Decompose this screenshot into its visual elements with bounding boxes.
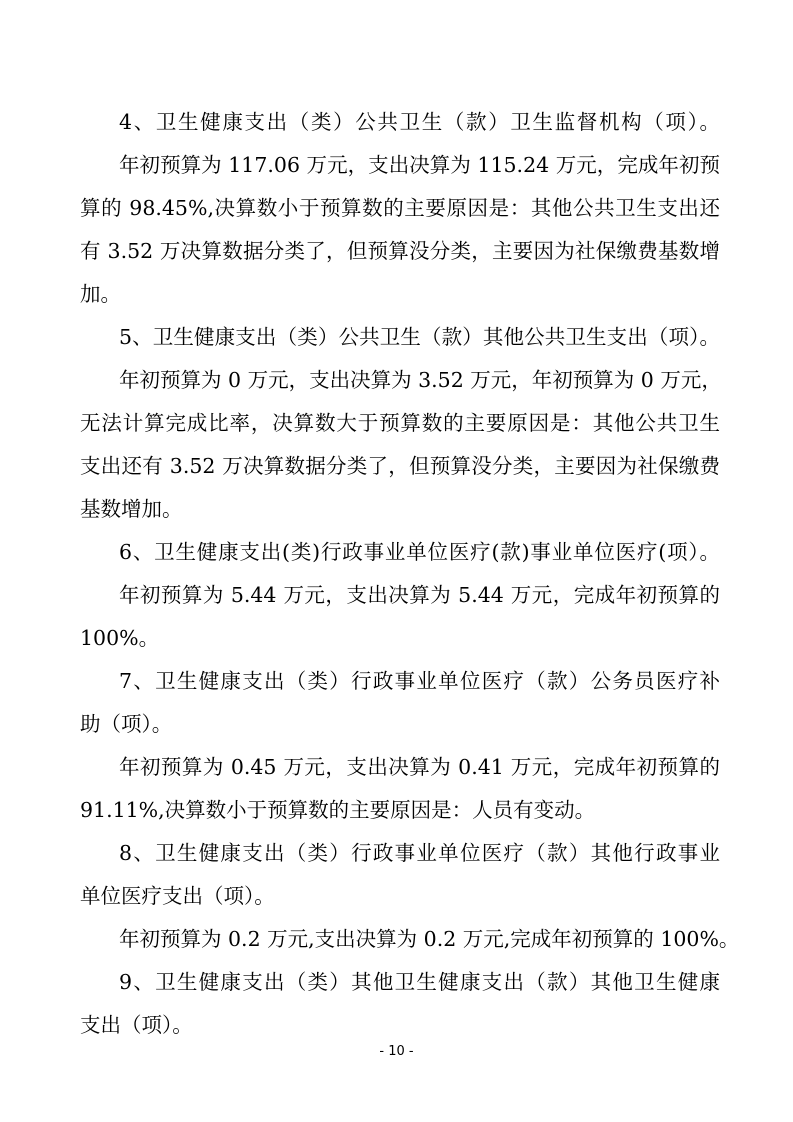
paragraph-line: 年初预算为 0.45 万元，支出决算为 0.41 万元，完成年初预算的 (119, 755, 720, 779)
page-number: - 10 - (379, 1044, 414, 1059)
paragraph-line: 支出还有 3.52 万决算数据分类了，但预算没分类，主要因为社保缴费 (80, 454, 720, 478)
heading-item-7: 7、卫生健康支出（类）行政事业单位医疗（款）公务员医疗补 (119, 669, 720, 693)
paragraph-line: 91.11%,决算数小于预算数的主要原因是：人员有变动。 (80, 798, 596, 822)
heading-item-4: 4、卫生健康支出（类）公共卫生（款）卫生监督机构（项）。 (119, 110, 720, 134)
heading-item-5: 5、卫生健康支出（类）公共卫生（款）其他公共卫生支出（项）。 (119, 325, 720, 349)
heading-item-8-continued: 单位医疗支出（项）。 (80, 884, 275, 908)
heading-item-8: 8、卫生健康支出（类）行政事业单位医疗（款）其他行政事业 (119, 841, 720, 865)
paragraph-line: 年初预算为 5.44 万元，支出决算为 5.44 万元，完成年初预算的 (119, 583, 720, 607)
heading-item-9: 9、卫生健康支出（类）其他卫生健康支出（款）其他卫生健康 (119, 970, 720, 994)
paragraph-line: 年初预算为 0.2 万元,支出决算为 0.2 万元,完成年初预算的 100%。 (119, 927, 740, 951)
heading-item-6: 6、卫生健康支出(类)行政事业单位医疗(款)事业单位医疗(项）。 (119, 540, 720, 564)
paragraph-line: 无法计算完成比率，决算数大于预算数的主要原因是：其他公共卫生 (80, 411, 720, 435)
heading-item-7-continued: 助（项）。 (80, 712, 173, 736)
heading-item-9-continued: 支出（项）。 (80, 1013, 193, 1037)
paragraph-line: 有 3.52 万决算数据分类了，但预算没分类，主要因为社保缴费基数增 (80, 239, 720, 263)
paragraph-line: 100%。 (80, 626, 160, 650)
paragraph-line: 年初预算为 0 万元，支出决算为 3.52 万元，年初预算为 0 万元， (119, 368, 722, 392)
paragraph-line: 基数增加。 (80, 497, 183, 521)
paragraph-line: 算的 98.45%,决算数小于预算数的主要原因是：其他公共卫生支出还 (80, 196, 720, 220)
paragraph-line: 年初预算为 117.06 万元，支出决算为 115.24 万元，完成年初预 (119, 153, 720, 177)
paragraph-line: 加。 (80, 282, 121, 306)
